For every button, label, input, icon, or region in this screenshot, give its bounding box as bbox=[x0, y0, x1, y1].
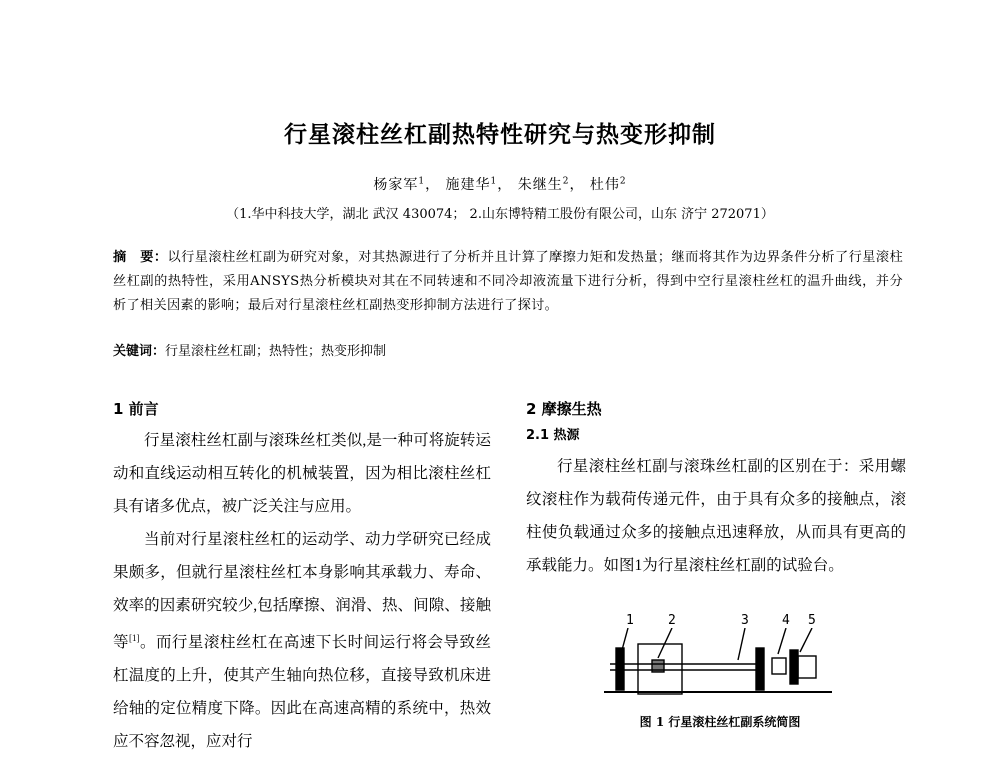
paragraph: 行星滚柱丝杠副与滚珠丝杠类似,是一种可将旋转运动和直线运动相互转化的机械装置，因为相比滚柱丝杠具有诸多优点，被广泛关注与应用。 bbox=[113, 432, 491, 515]
paper-title: 行星滚柱丝杠副热特性研究与热变形抑制 bbox=[284, 122, 716, 148]
author-separator: ， bbox=[497, 177, 513, 193]
author-affil-mark: 1 bbox=[418, 176, 426, 187]
paragraph-text: 。而行星滚柱丝杠在高速下长时间运行将会导致丝杠温度的上升，使其产生轴向热位移，直接导致机床进给轴的定位精度下降。因此在高速高精的系统中，热效应不容忽视，应对行 bbox=[113, 634, 491, 751]
left-bearing-block bbox=[616, 648, 624, 690]
right-column-body bbox=[526, 450, 906, 582]
author-name: 朱继生 bbox=[517, 177, 563, 193]
coupling bbox=[772, 658, 786, 674]
author-name: 施建华 bbox=[445, 177, 491, 193]
leader-line-5 bbox=[800, 628, 812, 652]
figure-label-2: 2 bbox=[668, 613, 676, 628]
keywords bbox=[113, 342, 903, 362]
leader-line-1 bbox=[622, 628, 628, 650]
author-affil-mark: 1 bbox=[490, 176, 498, 187]
figure-label-5: 5 bbox=[808, 613, 816, 628]
figure-label-1: 1 bbox=[626, 613, 634, 628]
figure-label-4: 4 bbox=[782, 613, 790, 628]
section-heading: 2 摩擦生热 bbox=[526, 400, 602, 418]
abstract-label: 摘 要： bbox=[113, 250, 168, 265]
author-name: 杜伟 bbox=[589, 177, 620, 193]
motor-body bbox=[798, 656, 816, 678]
paragraph: 行星滚柱丝杠副与滚珠丝杠副的区别在于：采用螺纹滚柱作为载荷传递元件，由于具有众多的接触点，滚柱使负载通过众多的接触点迅速释放，从而具有更高的承载能力。如图1为行星滚柱丝杠副的试验台。 bbox=[526, 458, 906, 574]
leader-line-3 bbox=[738, 628, 745, 660]
author-affil-mark: 2 bbox=[562, 176, 570, 187]
left-column-body bbox=[113, 424, 491, 758]
keywords-text: 行星滚柱丝杠副；热特性；热变形抑制 bbox=[165, 344, 387, 359]
section-heading: 1 前言 bbox=[113, 400, 159, 418]
author-separator: ， bbox=[425, 177, 441, 193]
leader-line-2 bbox=[658, 628, 672, 658]
paragraph-text: 当前对行星滚柱丝杠的运动学、动力学研究已经成果颇多，但就行星滚柱丝杠本身影响其承载力、寿命、效率的因素研究较少,包括摩擦、润滑、热、间隙、接触等 bbox=[113, 531, 491, 652]
paragraph bbox=[113, 523, 491, 758]
figure-1-schematic bbox=[600, 628, 840, 708]
abstract-text: 以行星滚柱丝杠副为研究对象，对其热源进行了分析并且计算了摩擦力矩和发热量；继而将其作为边界条件分析了行星滚柱丝杠副的热特性，采用ANSYS热分析模块对其在不同转速和不同冷却液流量下进行分析，得到中空行星滚柱丝杠的温升曲线，并分析了相关因素的影响；最后对行星滚柱丝杠副热变形抑制方法进行了探讨。 bbox=[113, 250, 903, 313]
citation-ref: [1] bbox=[128, 633, 140, 643]
abstract bbox=[113, 246, 903, 318]
author-separator: ， bbox=[569, 177, 585, 193]
figure-label-3: 3 bbox=[741, 613, 749, 628]
leader-line-4 bbox=[778, 628, 786, 654]
right-bearing-block bbox=[756, 648, 764, 690]
figure-caption: 图 1 行星滚柱丝杠副系统简图 bbox=[639, 715, 801, 729]
affiliation: （1.华中科技大学，湖北 武汉 430074； 2.山东博特精工股份有限公司，山东 济宁 272071） bbox=[226, 207, 774, 222]
author-name: 杨家军 bbox=[373, 177, 419, 193]
subsection-heading: 2.1 热源 bbox=[526, 428, 580, 443]
author-affil-mark: 2 bbox=[619, 176, 627, 187]
author-list bbox=[0, 174, 1000, 194]
motor-flange bbox=[790, 650, 798, 684]
keywords-label: 关键词： bbox=[113, 344, 166, 359]
